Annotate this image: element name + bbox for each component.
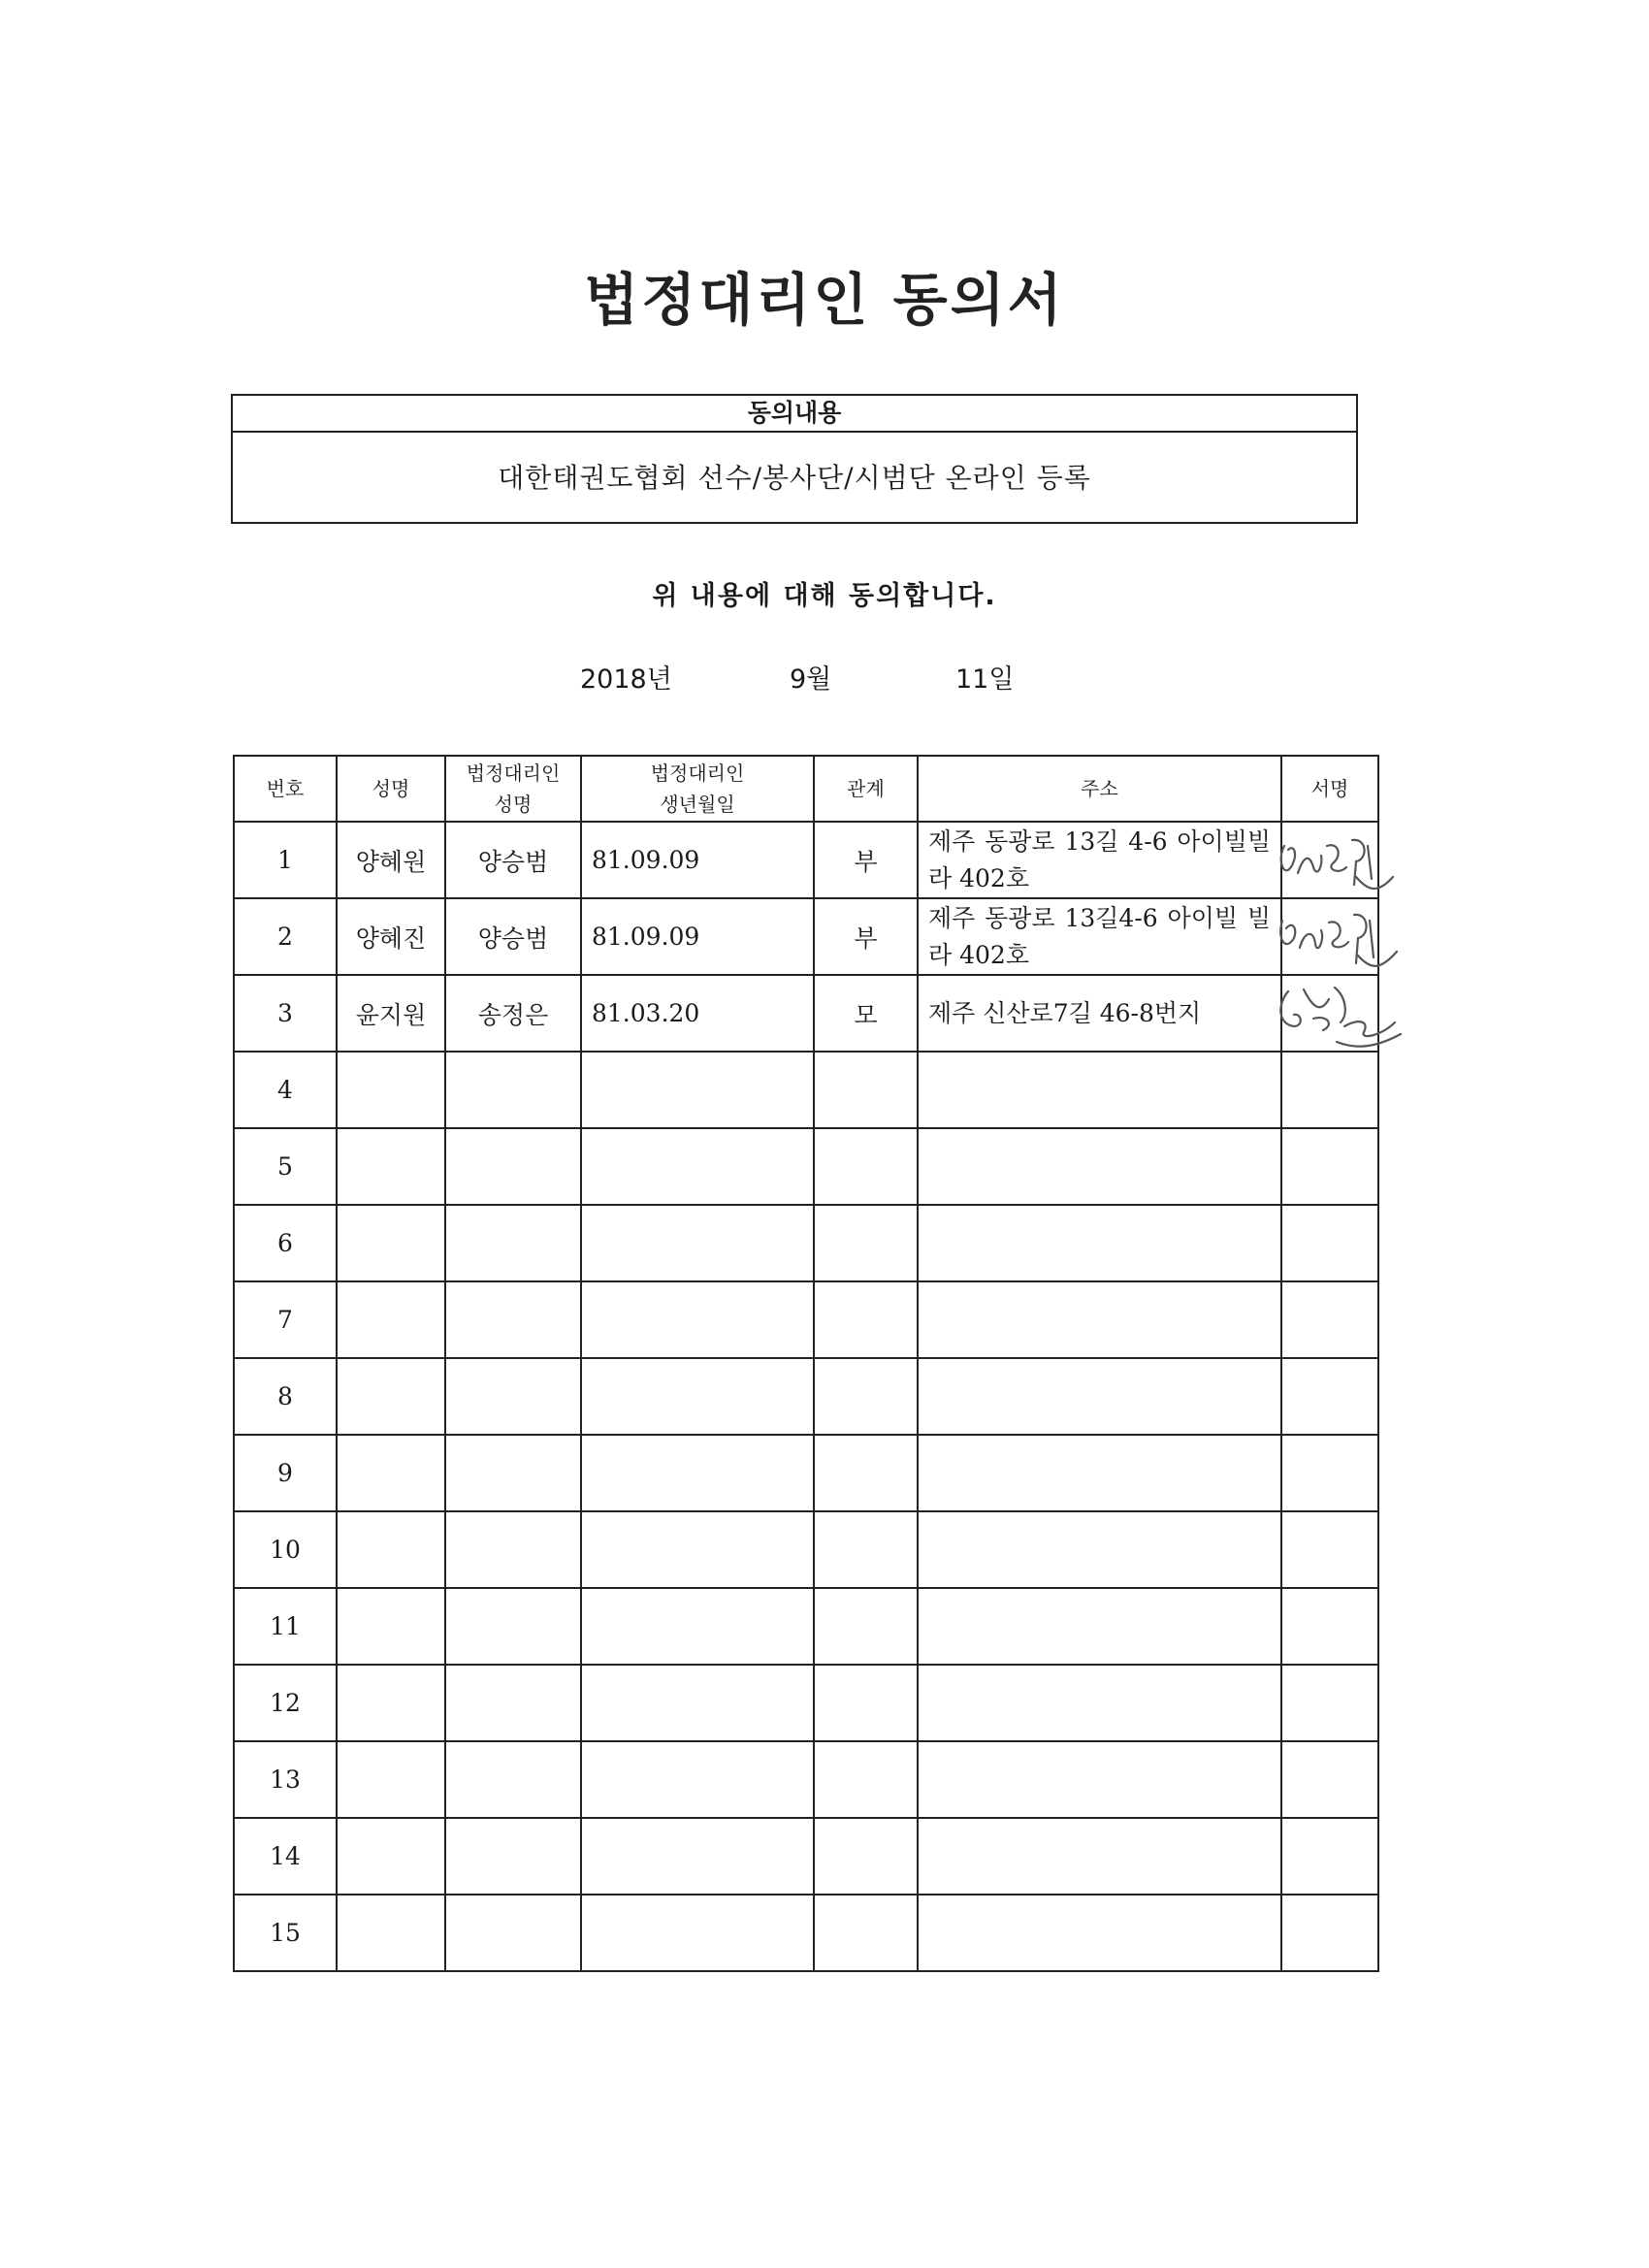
row-number-cell: 7 [234,1281,337,1358]
guardian-birthdate-cell [581,1665,814,1741]
student-name-cell [337,1281,445,1358]
guardian-name-cell [445,1281,581,1358]
relationship-cell [814,1511,918,1588]
address-cell [918,1588,1281,1665]
relationship-cell: 부 [814,822,918,898]
signature-cell [1281,1205,1378,1281]
address-cell: 제주 동광로 13길 4-6 아이빌빌라 402호 [918,822,1281,898]
guardian-name-cell [445,1588,581,1665]
header-name: 성명 [337,756,445,822]
row-number-cell: 11 [234,1588,337,1665]
student-name-cell [337,1818,445,1895]
guardian-name-cell [445,1818,581,1895]
student-name-cell [337,1052,445,1128]
relationship-cell [814,1435,918,1511]
row-number-cell: 14 [234,1818,337,1895]
guardian-birthdate-cell [581,1358,814,1435]
student-name-cell: 양혜원 [337,822,445,898]
date-day: 11일 [955,664,1015,695]
guardian-name-cell: 양승범 [445,898,581,975]
row-number-cell: 8 [234,1358,337,1435]
row-number-cell: 5 [234,1128,337,1205]
header-guardian-name [445,756,581,822]
signature-cell [1281,1818,1378,1895]
table-row [234,1281,1378,1358]
date-year: 2018년 [580,664,672,695]
consent-content: 대한태권도협회 선수/봉사단/시범단 온라인 등록 [498,462,1091,494]
consent-heading: 동의내용 [233,396,1356,433]
agreement-statement: 위 내용에 대해 동의합니다. [652,581,997,611]
row-number-cell: 6 [234,1205,337,1281]
guardian-name-cell [445,1205,581,1281]
header-address: 주소 [918,756,1281,822]
guardian-name-cell [445,1128,581,1205]
guardian-roster-table [233,755,1379,1972]
address-cell: 제주 동광로 13길4-6 아이빌 빌라 402호 [918,898,1281,975]
guardian-name-cell [445,1741,581,1818]
guardian-birthdate-cell [581,1511,814,1588]
row-number-cell: 15 [234,1895,337,1971]
consent-content-box [231,394,1358,524]
signature-cell [1281,1052,1378,1128]
signature-cell [1281,1895,1378,1971]
guardian-birthdate-cell [581,1128,814,1205]
signature-cell [1281,1358,1378,1435]
relationship-cell: 모 [814,975,918,1052]
guardian-name-cell [445,1358,581,1435]
relationship-cell [814,1588,918,1665]
signature-cell [1281,1128,1378,1205]
student-name-cell [337,1588,445,1665]
row-number-cell: 4 [234,1052,337,1128]
table-row [234,1588,1378,1665]
guardian-name-cell [445,1895,581,1971]
table-row [234,898,1378,975]
address-cell [918,1205,1281,1281]
guardian-birthdate-cell [581,1741,814,1818]
row-number-cell: 2 [234,898,337,975]
student-name-cell [337,1895,445,1971]
guardian-birthdate-cell: 81.09.09 [581,822,814,898]
signature-cell [1281,1588,1378,1665]
header-guardian-line1: 법정대리인 [466,761,561,785]
address-cell [918,1818,1281,1895]
guardian-name-cell [445,1435,581,1511]
table-row [234,1741,1378,1818]
guardian-name-cell [445,1511,581,1588]
table-body [234,822,1378,1971]
relationship-cell [814,1741,918,1818]
table-row [234,1511,1378,1588]
guardian-name-cell [445,1665,581,1741]
table-row [234,975,1378,1052]
signature-cell [1281,1665,1378,1741]
signature-cell [1281,1511,1378,1588]
address-cell [918,1052,1281,1128]
table-row [234,1665,1378,1741]
header-relation: 관계 [814,756,918,822]
signature-cell [1281,975,1378,1052]
row-number-cell: 9 [234,1435,337,1511]
guardian-birthdate-cell: 81.09.09 [581,898,814,975]
relationship-cell [814,1358,918,1435]
address-cell [918,1665,1281,1741]
row-number-cell: 12 [234,1665,337,1741]
student-name-cell [337,1665,445,1741]
guardian-birthdate-cell [581,1435,814,1511]
header-birth-line2: 생년월일 [660,793,735,816]
table-row [234,1205,1378,1281]
address-cell [918,1128,1281,1205]
table-row [234,822,1378,898]
student-name-cell [337,1435,445,1511]
header-signature: 서명 [1281,756,1378,822]
address-cell [918,1895,1281,1971]
guardian-name-cell: 양승범 [445,822,581,898]
address-cell [918,1358,1281,1435]
relationship-cell [814,1818,918,1895]
student-name-cell: 양혜진 [337,898,445,975]
relationship-cell [814,1128,918,1205]
document-title: 법정대리인 동의서 [584,267,1065,333]
signature-cell [1281,822,1378,898]
row-number-cell: 3 [234,975,337,1052]
handwritten-signature [1275,970,1401,1059]
guardian-birthdate-cell [581,1588,814,1665]
relationship-cell [814,1281,918,1358]
guardian-birthdate-cell [581,1281,814,1358]
header-birth-line1: 법정대리인 [650,761,745,785]
address-cell [918,1511,1281,1588]
address-cell: 제주 신산로7길 46-8번지 [918,975,1281,1052]
header-guardian-birth [581,756,814,822]
guardian-name-cell [445,1052,581,1128]
signature-cell [1281,1741,1378,1818]
address-cell [918,1741,1281,1818]
guardian-birthdate-cell [581,1895,814,1971]
table-row [234,1895,1378,1971]
table-row [234,1052,1378,1128]
table-row [234,1435,1378,1511]
table-row [234,1358,1378,1435]
signature-cell [1281,1435,1378,1511]
student-name-cell: 윤지원 [337,975,445,1052]
table-row [234,1128,1378,1205]
header-no: 번호 [234,756,337,822]
relationship-cell: 부 [814,898,918,975]
relationship-cell [814,1052,918,1128]
header-guardian-line2: 성명 [494,793,533,816]
guardian-birthdate-cell [581,1052,814,1128]
student-name-cell [337,1128,445,1205]
row-number-cell: 1 [234,822,337,898]
student-name-cell [337,1358,445,1435]
date-month: 9월 [790,664,832,695]
relationship-cell [814,1665,918,1741]
student-name-cell [337,1511,445,1588]
row-number-cell: 10 [234,1511,337,1588]
student-name-cell [337,1205,445,1281]
table-row [234,1818,1378,1895]
signature-cell [1281,1281,1378,1358]
student-name-cell [337,1741,445,1818]
signature-cell [1281,898,1378,975]
table-header-row [234,756,1378,822]
guardian-name-cell: 송정은 [445,975,581,1052]
address-cell [918,1281,1281,1358]
row-number-cell: 13 [234,1741,337,1818]
address-cell [918,1435,1281,1511]
guardian-birthdate-cell [581,1205,814,1281]
guardian-birthdate-cell: 81.03.20 [581,975,814,1052]
guardian-birthdate-cell [581,1818,814,1895]
relationship-cell [814,1205,918,1281]
relationship-cell [814,1895,918,1971]
